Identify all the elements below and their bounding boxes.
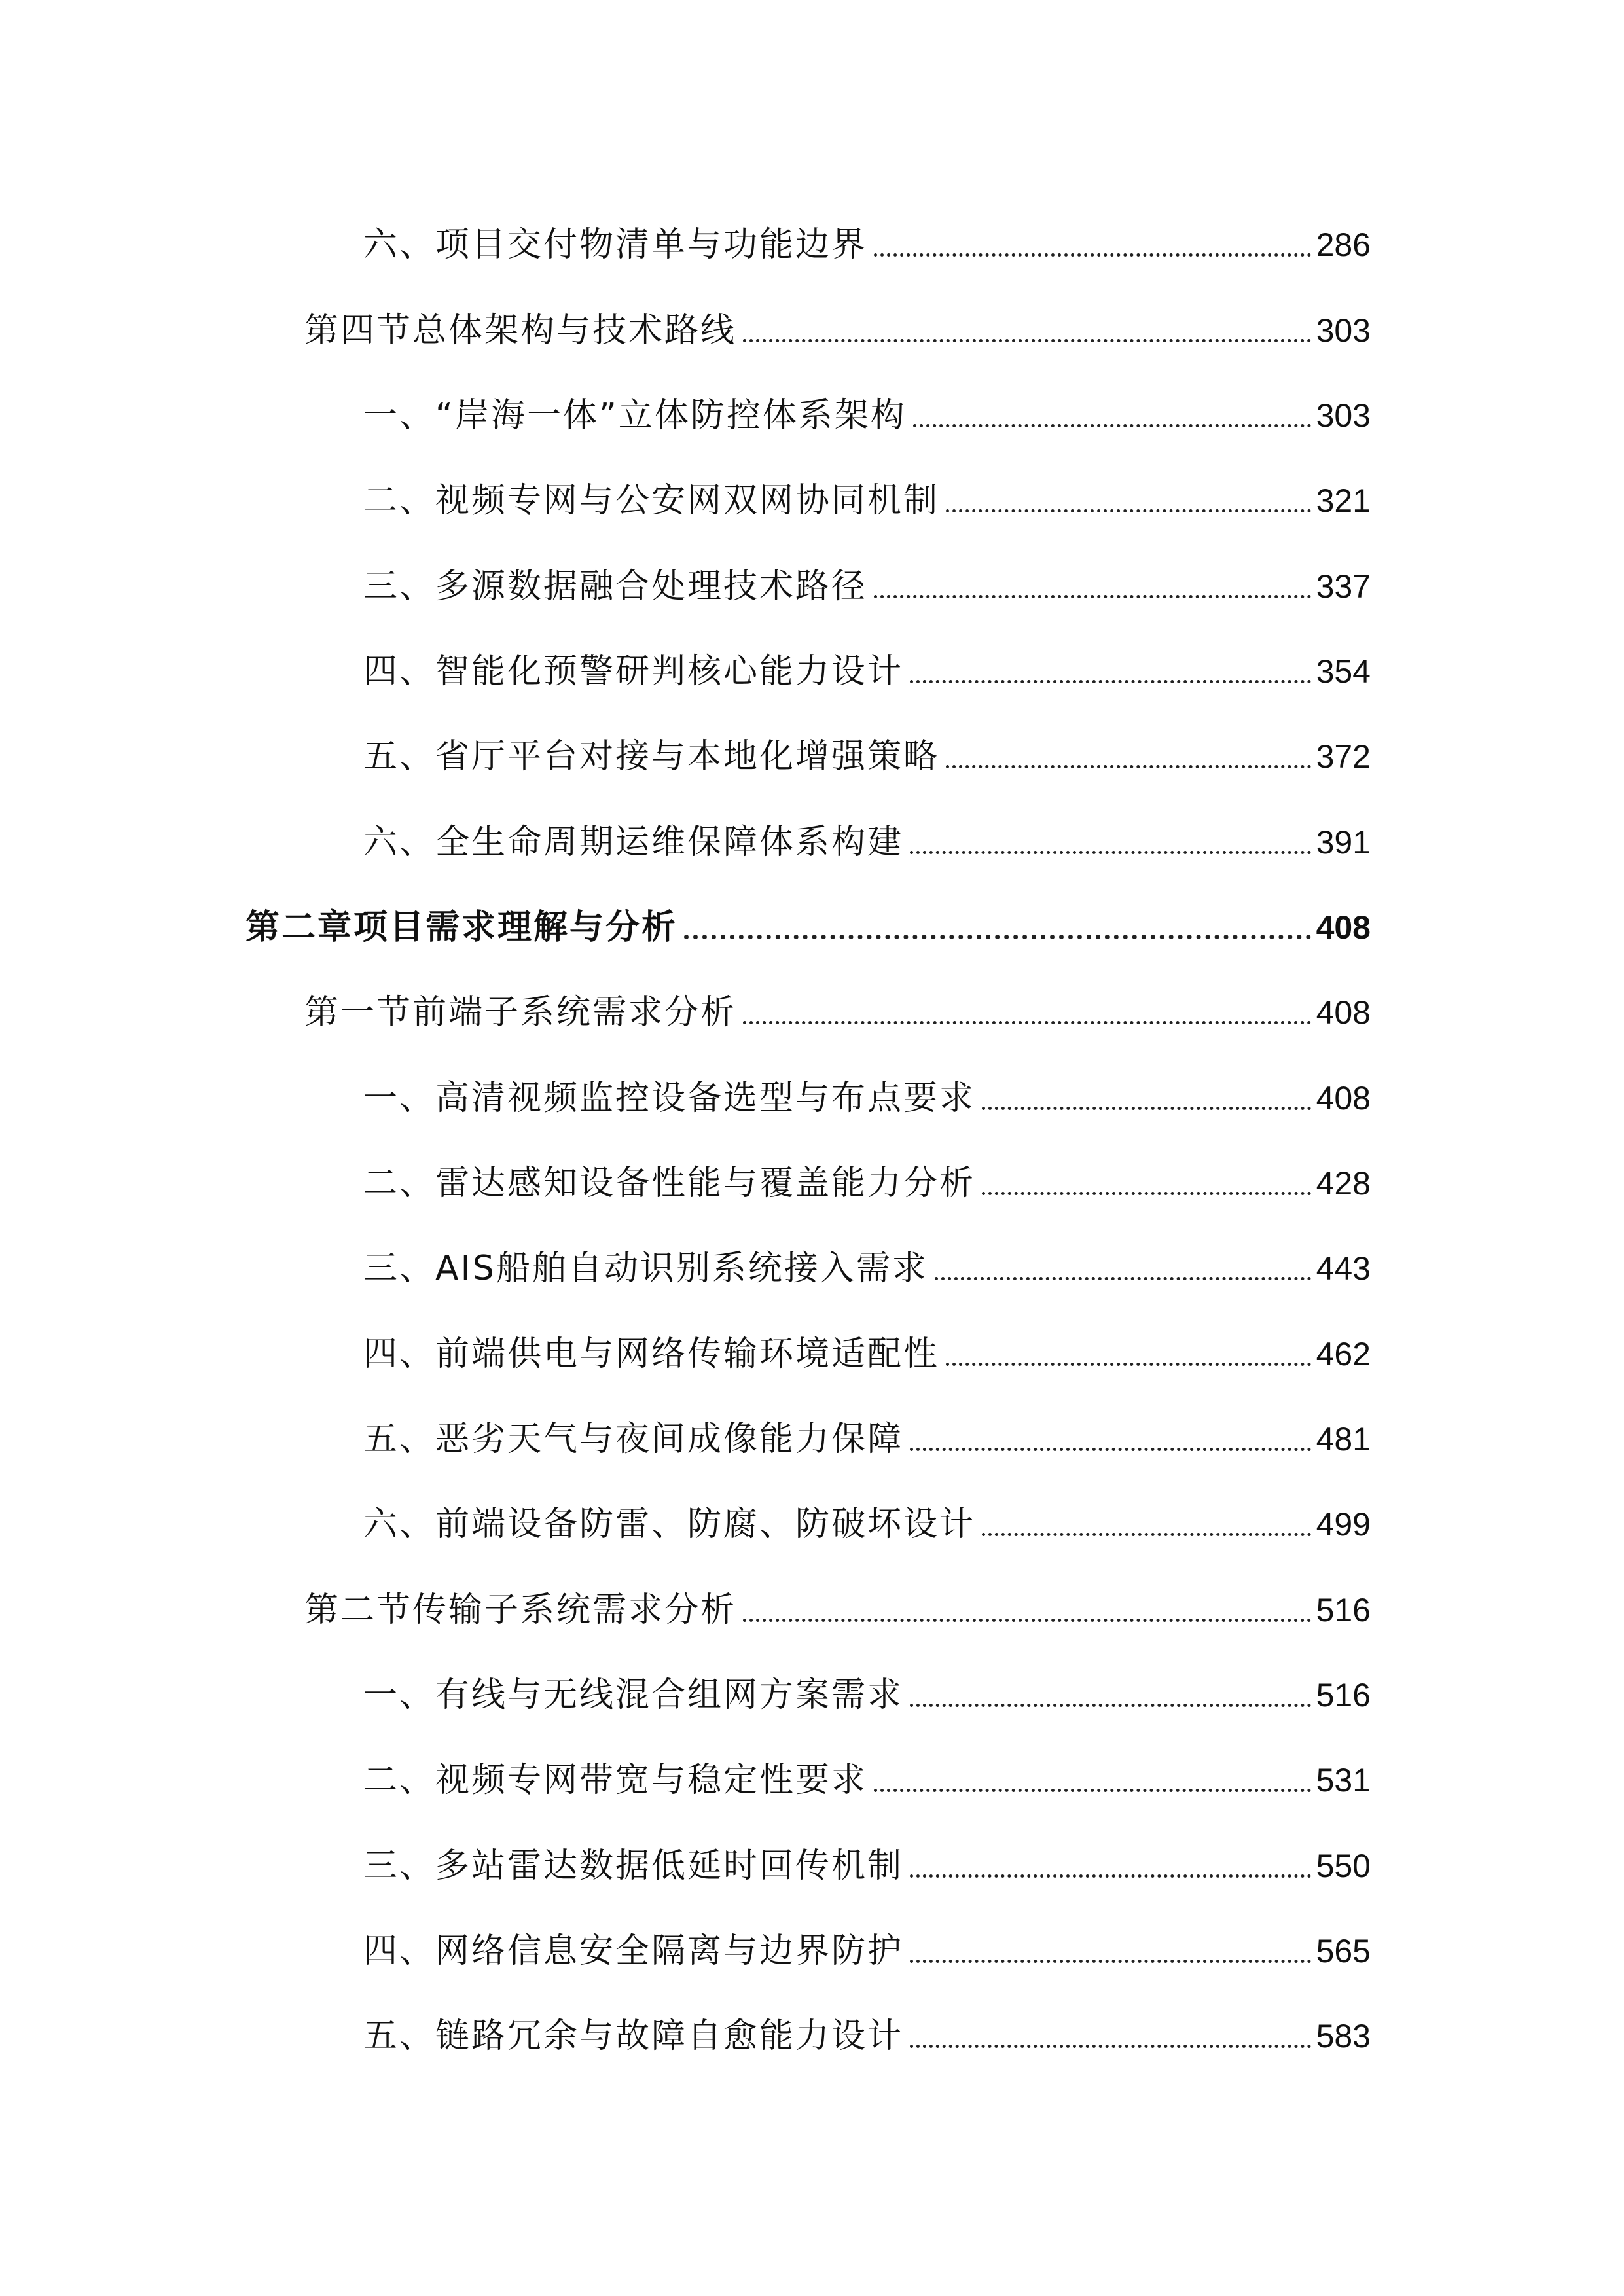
toc-entry-title: 二、雷达感知设备性能与覆盖能力分析 [363,1164,976,1203]
toc-dot-leader [910,2045,1311,2048]
toc-page-number: 531 [1316,1762,1371,1799]
toc-entry-title: 四、网络信息安全隔离与边界防护 [363,1931,904,1971]
toc-entry[interactable] [363,1920,1371,1972]
toc-page-number: 443 [1316,1250,1371,1287]
toc-dot-leader [743,1021,1311,1024]
toc-entry[interactable] [363,1835,1371,1887]
toc-entry[interactable] [363,469,1371,522]
toc-dot-leader [874,595,1311,598]
toc-entry-title: 一、有线与无线混合组网方案需求 [363,1676,904,1715]
toc-dot-leader [874,1789,1311,1792]
toc-page-number: 481 [1316,1421,1371,1458]
toc-entry[interactable] [363,1067,1371,1119]
toc-page-number: 428 [1316,1165,1371,1202]
toc-entry-title: 一、高清视频监控设备选型与布点要求 [363,1079,976,1118]
toc-page-number: 408 [1316,994,1371,1031]
toc-page-number: 286 [1316,226,1371,263]
toc-entry-title: 第一节前端子系统需求分析 [304,993,737,1032]
toc-dot-leader [684,935,1311,939]
toc-dot-leader [935,1277,1311,1280]
toc-entry-title: 六、项目交付物清单与功能边界 [363,225,868,264]
toc-entry-title: 一、“岸海一体”立体防控体系架构 [363,396,907,435]
toc-page-number: 583 [1316,2018,1371,2054]
toc-dot-leader [946,765,1311,768]
toc-entry-title: 第四节总体架构与技术路线 [304,311,737,350]
toc-entry[interactable] [363,725,1371,778]
toc-page-number: 408 [1316,909,1371,946]
toc-dot-leader [743,1619,1311,1622]
toc-entry[interactable] [304,981,1371,1033]
toc-page-number: 462 [1316,1336,1371,1372]
toc-entry-title: 四、前端供电与网络传输环境适配性 [363,1335,940,1374]
toc-entry-title: 六、全生命周期运维保障体系构建 [363,823,904,862]
toc-entry-title: 二、视频专网带宽与稳定性要求 [363,1761,868,1800]
toc-entry-title: 三、多源数据融合处理技术路径 [363,567,868,606]
toc-dot-leader [910,1960,1311,1963]
toc-dot-leader [946,1363,1311,1366]
toc-entry[interactable] [363,1749,1371,1801]
toc-entry[interactable] [363,1237,1371,1289]
toc-dot-leader [913,424,1311,427]
toc-entry-title: 六、前端设备防雷、防腐、防破坏设计 [363,1505,976,1544]
toc-entry-title: 二、视频专网与公安网双网协同机制 [363,481,940,520]
toc-entry[interactable] [363,1664,1371,1716]
toc-entry[interactable] [363,1493,1371,1545]
toc-dot-leader [874,253,1311,257]
toc-dot-leader [982,1192,1311,1195]
toc-entry-title: 三、AIS船舶自动识别系统接入需求 [363,1249,928,1288]
toc-entry-title: 五、链路冗余与故障自愈能力设计 [363,2017,904,2056]
toc-page-number: 516 [1316,1677,1371,1713]
toc-dot-leader [946,509,1311,512]
toc-dot-leader [910,680,1311,683]
toc-entry-title: 三、多站雷达数据低延时回传机制 [363,1846,904,1886]
toc-entry[interactable] [363,555,1371,607]
toc-page-number: 565 [1316,1933,1371,1969]
toc-page-number: 303 [1316,397,1371,434]
toc-entry[interactable] [304,1579,1371,1631]
toc-dot-leader [982,1107,1311,1110]
toc-entry-title: 第二章项目需求理解与分析 [245,908,678,947]
toc-page-number: 550 [1316,1848,1371,1884]
toc-entry-title: 五、省厅平台对接与本地化增强策略 [363,737,940,776]
toc-entry[interactable] [363,1152,1371,1204]
toc-entry[interactable] [363,1323,1371,1375]
toc-dot-leader [910,1874,1311,1878]
toc-entry[interactable] [363,811,1371,863]
toc-page-number: 499 [1316,1506,1371,1543]
toc-dot-leader [910,851,1311,854]
toc-page-number: 303 [1316,312,1371,349]
toc-entry-title: 第二节传输子系统需求分析 [304,1590,737,1630]
toc-entry[interactable] [304,299,1371,351]
toc-page-number: 372 [1316,738,1371,775]
toc-page-number: 408 [1316,1080,1371,1117]
toc-page-number: 337 [1316,568,1371,605]
toc-entry[interactable] [363,384,1371,437]
toc-page-number: 516 [1316,1592,1371,1628]
toc-entry-title: 四、智能化预警研判核心能力设计 [363,652,904,691]
toc-entry[interactable] [363,1408,1371,1460]
toc-dot-leader [982,1533,1311,1536]
toc-entry-chapter[interactable] [245,896,1371,948]
toc-entry[interactable] [363,640,1371,692]
toc-dot-leader [743,339,1311,342]
toc-page-number: 321 [1316,482,1371,519]
toc-page-number: 354 [1316,653,1371,690]
toc-entry[interactable] [363,213,1371,266]
toc-dot-leader [910,1704,1311,1707]
toc-page-number: 391 [1316,824,1371,861]
toc-dot-leader [910,1448,1311,1451]
toc-entry-title: 五、恶劣天气与夜间成像能力保障 [363,1420,904,1459]
toc-entry[interactable] [363,2005,1371,2057]
